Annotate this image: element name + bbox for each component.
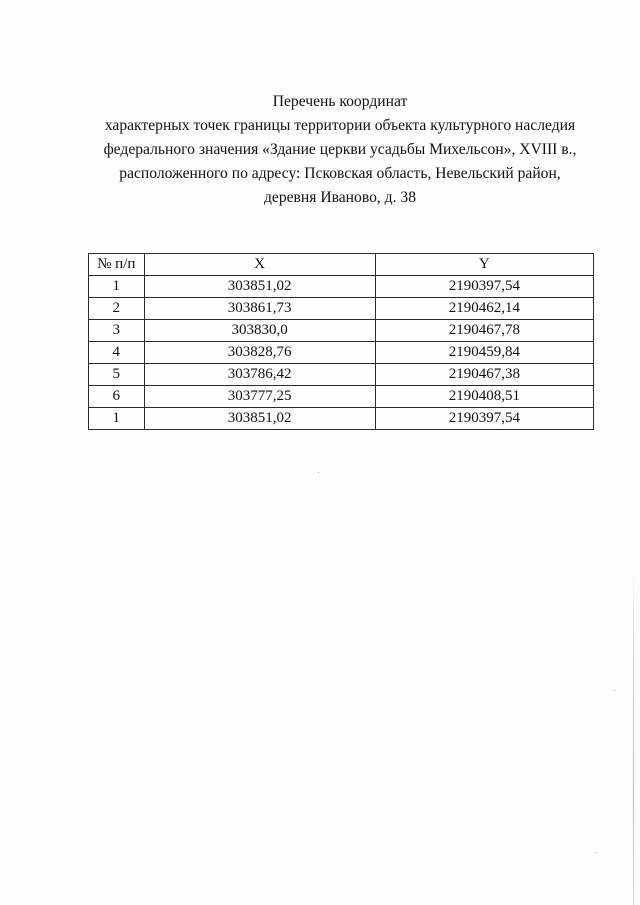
cell-number: 3 <box>89 320 145 342</box>
cell-number: 1 <box>89 408 145 430</box>
column-header-x: X <box>144 254 375 276</box>
table-row <box>89 276 594 298</box>
scan-speck <box>318 472 319 473</box>
scan-speck <box>614 690 615 691</box>
cell-x: 303861,73 <box>144 298 375 320</box>
cell-y: 2190459,84 <box>375 342 593 364</box>
coordinates-table <box>88 253 594 430</box>
table-header <box>89 254 594 276</box>
cell-y: 2190397,54 <box>375 276 593 298</box>
cell-x: 303828,76 <box>144 342 375 364</box>
document-subtitle-line-4: деревня Иваново, д. 38 <box>263 189 416 206</box>
document-title: Перечень координат <box>272 93 408 110</box>
column-header-y: Y <box>375 254 593 276</box>
cell-y: 2190462,14 <box>375 298 593 320</box>
table-row <box>89 298 594 320</box>
document-subtitle-line-3: расположенного по адресу: Псковская область, Невельский район, <box>119 165 561 182</box>
cell-y: 2190408,51 <box>375 386 593 408</box>
cell-number: 4 <box>89 342 145 364</box>
cell-x: 303830,0 <box>144 320 375 342</box>
document-subtitle-line-2: федерального значения «Здание церкви усадьбы Михельсон», XVIII в., <box>103 141 577 158</box>
cell-number: 5 <box>89 364 145 386</box>
cell-number: 1 <box>89 276 145 298</box>
table-row <box>89 320 594 342</box>
cell-y: 2190467,38 <box>375 364 593 386</box>
table-body <box>89 276 594 430</box>
table-row <box>89 408 594 430</box>
table-header-row <box>89 254 594 276</box>
scan-edge-shadow <box>633 560 634 905</box>
column-header-number: № п/п <box>89 254 145 276</box>
table-row <box>89 364 594 386</box>
cell-number: 6 <box>89 386 145 408</box>
cell-y: 2190397,54 <box>375 408 593 430</box>
scan-speck <box>596 852 597 853</box>
document-subtitle-line-1: характерных точек границы территории объекта культурного наследия <box>104 117 576 134</box>
cell-number: 2 <box>89 298 145 320</box>
table-row <box>89 342 594 364</box>
cell-x: 303851,02 <box>144 408 375 430</box>
document-title-block <box>80 90 600 210</box>
table-row <box>89 386 594 408</box>
cell-x: 303786,42 <box>144 364 375 386</box>
cell-x: 303777,25 <box>144 386 375 408</box>
cell-x: 303851,02 <box>144 276 375 298</box>
cell-y: 2190467,78 <box>375 320 593 342</box>
